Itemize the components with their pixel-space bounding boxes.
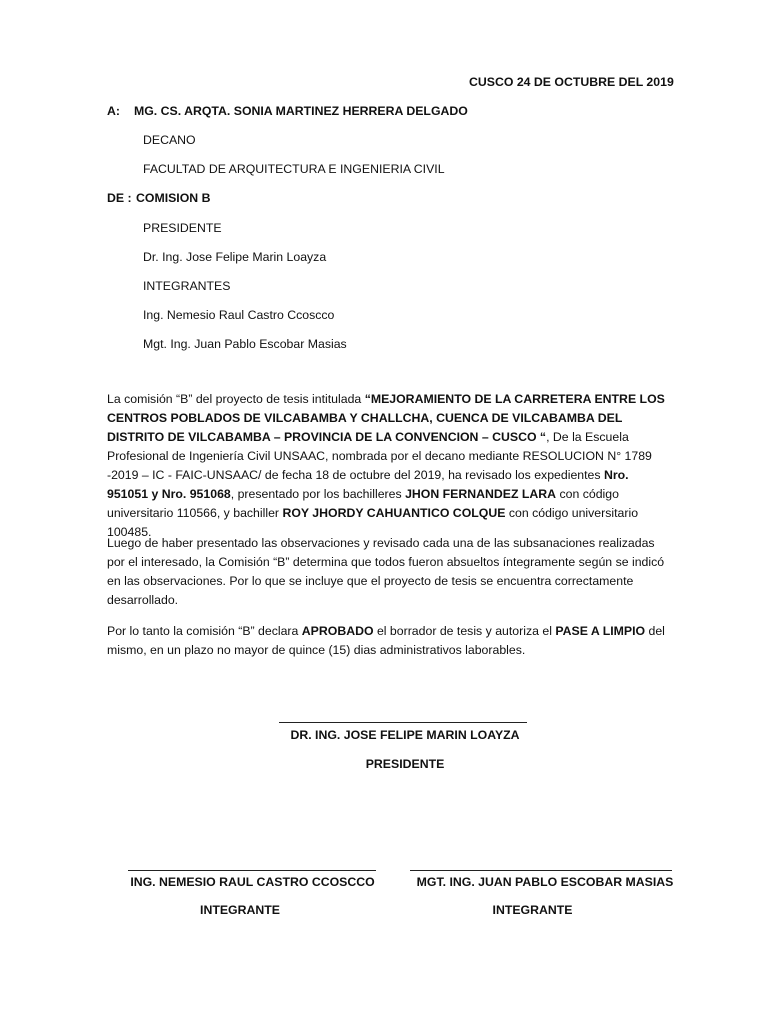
thesis-title: “MEJORAMIENTO DE LA CARRETERA ENTRE LOS CENTROS POBLADOS DE VILCABAMBA Y CHALLCHA, CUENCA DE VILCABAMBA DEL DISTRITO DE VILCABAMBA – PROVINCIA DE LA CONVENCION – CUSCO “ (107, 392, 665, 444)
signature-president-role: PRESIDENTE (365, 757, 445, 771)
paragraph-observations: Luego de haber presentado las observaciones y revisado cada una de las subsanaciones realizadas por el interesado, la Comisión “B” determina que todos fueron absueltos íntegramente según se indicó en las observaciones. Por lo que se incluye que el proyecto de tesis se encuentra correctamente desarrollado. (107, 536, 665, 607)
signature-member-1-role: INTEGRANTE (200, 903, 280, 917)
date-line: CUSCO 24 DE OCTUBRE DEL 2019 (469, 75, 674, 89)
recipient-role: DECANO (143, 133, 196, 147)
p1-text-2: , De la Escuela Profesional de Ingeniería Civil UNSAAC, nombrada por el decano mediante RESOLUCION N° 1789 -2019 – IC - FAIC-UNSAAC/ de fecha 18 de octubre del 2019, ha revisado los expedientes (107, 430, 652, 482)
recipient-faculty: FACULTAD DE ARQUITECTURA E INGENIERIA CIVIL (143, 162, 445, 176)
member-2-signature-line (410, 870, 672, 871)
bachelor-1-name: JHON FERNANDEZ LARA (405, 487, 557, 501)
sender-name: COMISION B (136, 191, 211, 205)
pase-a-limpio: PASE A LIMPIO (555, 624, 646, 638)
member-1-signature-line (128, 870, 376, 871)
president-title: PRESIDENTE (143, 221, 222, 235)
signature-member-2-name: MGT. ING. JUAN PABLO ESCOBAR MASIAS (416, 875, 674, 889)
p3-text-3: del mismo, en un plazo no mayor de quince (15) dias administrativos laborables. (107, 624, 665, 657)
president-name: Dr. Ing. Jose Felipe Marin Loayza (143, 250, 327, 264)
signature-member-1-name: ING. NEMESIO RAUL CASTRO CCOSCCO (130, 875, 375, 889)
p1-text-3: , presentado por los bachilleres (230, 487, 406, 501)
signature-president-name: DR. ING. JOSE FELIPE MARIN LOAYZA (290, 728, 520, 742)
paragraph-approval (107, 622, 667, 660)
to-label: A: (107, 104, 120, 118)
member-1-name: Ing. Nemesio Raul Castro Ccoscco (143, 308, 335, 322)
members-title: INTEGRANTES (143, 279, 231, 293)
recipient-name: MG. CS. ARQTA. SONIA MARTINEZ HERRERA DELGADO (134, 104, 468, 118)
p1-text-1: La comisión “B” del proyecto de tesis intitulada (107, 392, 365, 406)
p1-text-4: con código universitario 110566, y bachiller (107, 487, 619, 520)
president-signature-line (279, 722, 527, 723)
file-numbers: Nro. 951051 y Nro. 951068 (107, 468, 629, 501)
from-label: DE : (107, 191, 132, 205)
bachelor-2-name: ROY JHORDY CAHUANTICO COLQUE (282, 506, 506, 520)
approved-word: APROBADO (301, 624, 374, 638)
paragraph-review (107, 390, 667, 542)
p3-text-2: el borrador de tesis y autoriza el (373, 624, 556, 638)
p1-text-5: con código universitario 100485. (107, 506, 639, 539)
signature-member-2-role: INTEGRANTE (492, 903, 573, 917)
member-2-name: Mgt. Ing. Juan Pablo Escobar Masias (143, 337, 347, 351)
p3-text-1: Por lo tanto la comisión “B” declara (107, 624, 302, 638)
